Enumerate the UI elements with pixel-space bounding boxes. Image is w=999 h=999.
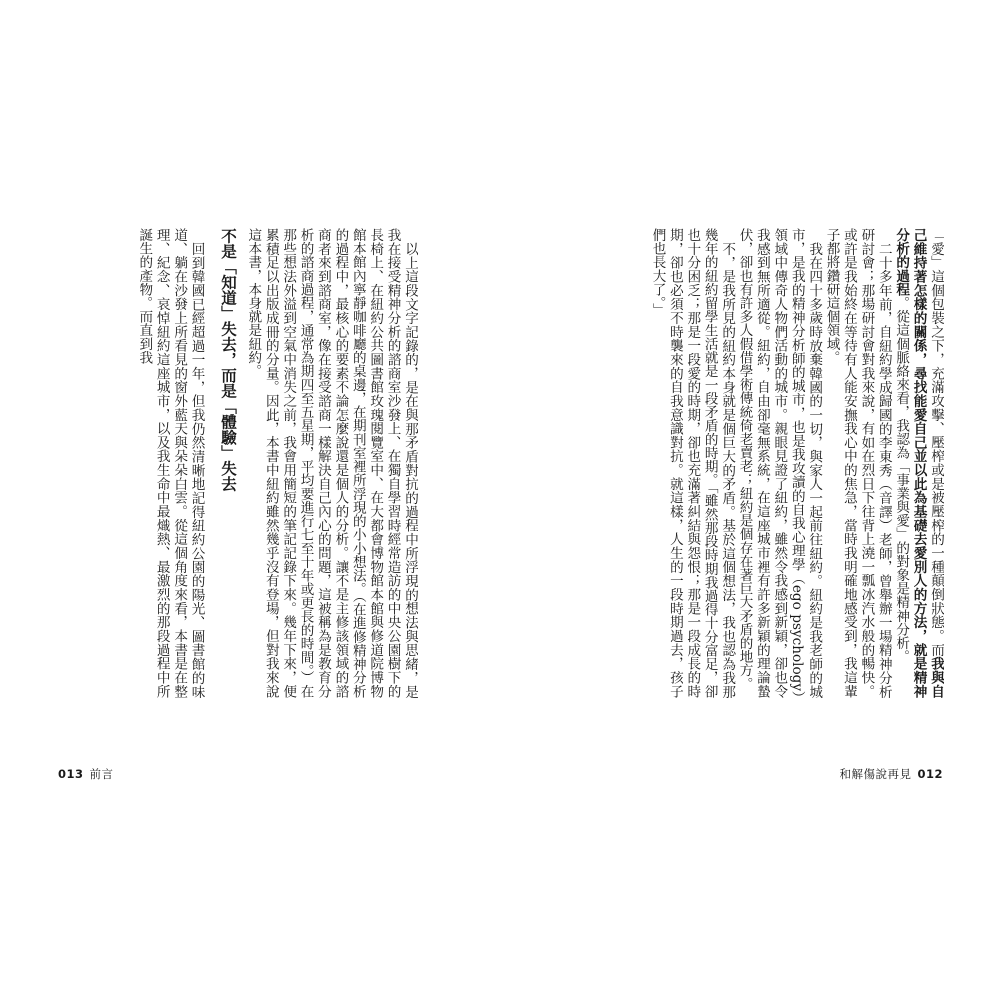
- right-page-footer: [839, 766, 943, 782]
- paragraph-continued: 「愛」這個包裝之下，充滿攻擊、壓榨或是被壓榨的一種顛倒狀態。而我與自己維持著怎樣的關係，尋找能愛自己並以此為基礎去愛別人的方法，就是精神分析的過程。從這個脈絡來看，我認為「事業與愛」的對象是精神分析。: [893, 228, 944, 698]
- left-page-footer: [58, 766, 114, 782]
- paragraph: 不，是我所見的紐約本身就是個巨大的矛盾。基於這個想法，我也認為我那幾年的紐約留學生活就是一段矛盾的時期。「雖然那段時期我過得十分富足，卻也十分困乏；那是一段愛的時期，卻也充滿著糾結與怨恨；那是一段成長的時期，卻也必須不時襲來的自我意識對抗。就這樣，人生的一段時期過去，孩子們也長大了。」: [649, 228, 736, 698]
- paragraph: 二十多年前，自紐約學成歸國的李東秀（音譯）老師，曾舉辦一場精神分析研討會；那場研討會對我來說，有如在烈日下往背上澆一瓢冰汽水般的暢快。或許是我始終在等待有人能安撫我心中的焦急，當時我明確地感受到，我這輩子都將鑽研這個領域。: [823, 228, 892, 698]
- paragraph: 以上這段文字記錄的，是在與那矛盾對抗的過程中所浮現的想法與思緒，是我在接受精神分析的諮商室沙發上、在獨自學習時經常造訪的中央公園樹下的長椅上、在紐約公共圖書館玫瑰閱覽室中、在大都會博物館本館與修道院博物館本館內寧靜咖啡廳的桌邊，在期刊室裡所浮現的小小想法。（在進修精神分析的過程中，最核心的要素不論怎麼說還是個人的分析。讓不是主修該領域的諮商者來到諮商室，像在接受諮商一樣解決自己內心的問題，這被稱為是教育分析的諮商過程，通常為期四至五星期，平均要進行七至十年或更長的時間。）在那些想法外溢到空氣中消失之前，我會用簡短的筆記記錄下來。幾年下來，便累積足以出版成冊的分量。因此，本書中紐約雖然幾乎沒有登場，但對我來說這本書，本身就是紐約。: [245, 228, 418, 698]
- running-title: 和解傷說再見: [839, 767, 912, 781]
- paragraph: 回到韓國已經超過一年，但我仍然清晰地記得紐約公園的陽光、圖書館的味道、躺在沙發上所看見的窗外藍天與朵朵白雲。從這個角度來看，本書是在整理、紀念、哀悼紐約這座城市，以及我生命中最熾熱、最激烈的那段過程中所誕生的產物。而直到我: [136, 228, 205, 698]
- left-page: [58, 228, 418, 728]
- section-heading: 不是「知道」失去，而是「體驗」失去: [218, 228, 237, 492]
- left-page-body: [58, 228, 418, 698]
- right-page-body: [588, 228, 944, 698]
- right-page: [588, 228, 944, 728]
- page-number: 013: [58, 767, 84, 781]
- paragraph: 我在四十多歲時放棄韓國的一切，與家人一起前往紐約。紐約是我老師的城市，是我的精神分析師的城市，也是我攻讀的自我心理學（ego psychology）領域中傳奇人物們活動的城市。親眼見證了紐約，雖然令我感到新穎，卻也令我感到無所適從。紐約，自由卻毫無系統，在這座城市裡有許多新穎的理論蟄伏，卻也有許多人假借學術傳統倚老賣老；紐約是個存在著巨大矛盾的地方。: [736, 228, 823, 698]
- bold-passage: 我與自己維持著怎樣的關係，尋找能愛自己並以此為基礎去愛別人的方法，就是精神分析的過程: [893, 228, 944, 698]
- page-number: 012: [917, 767, 943, 781]
- running-title: 前言: [89, 767, 114, 781]
